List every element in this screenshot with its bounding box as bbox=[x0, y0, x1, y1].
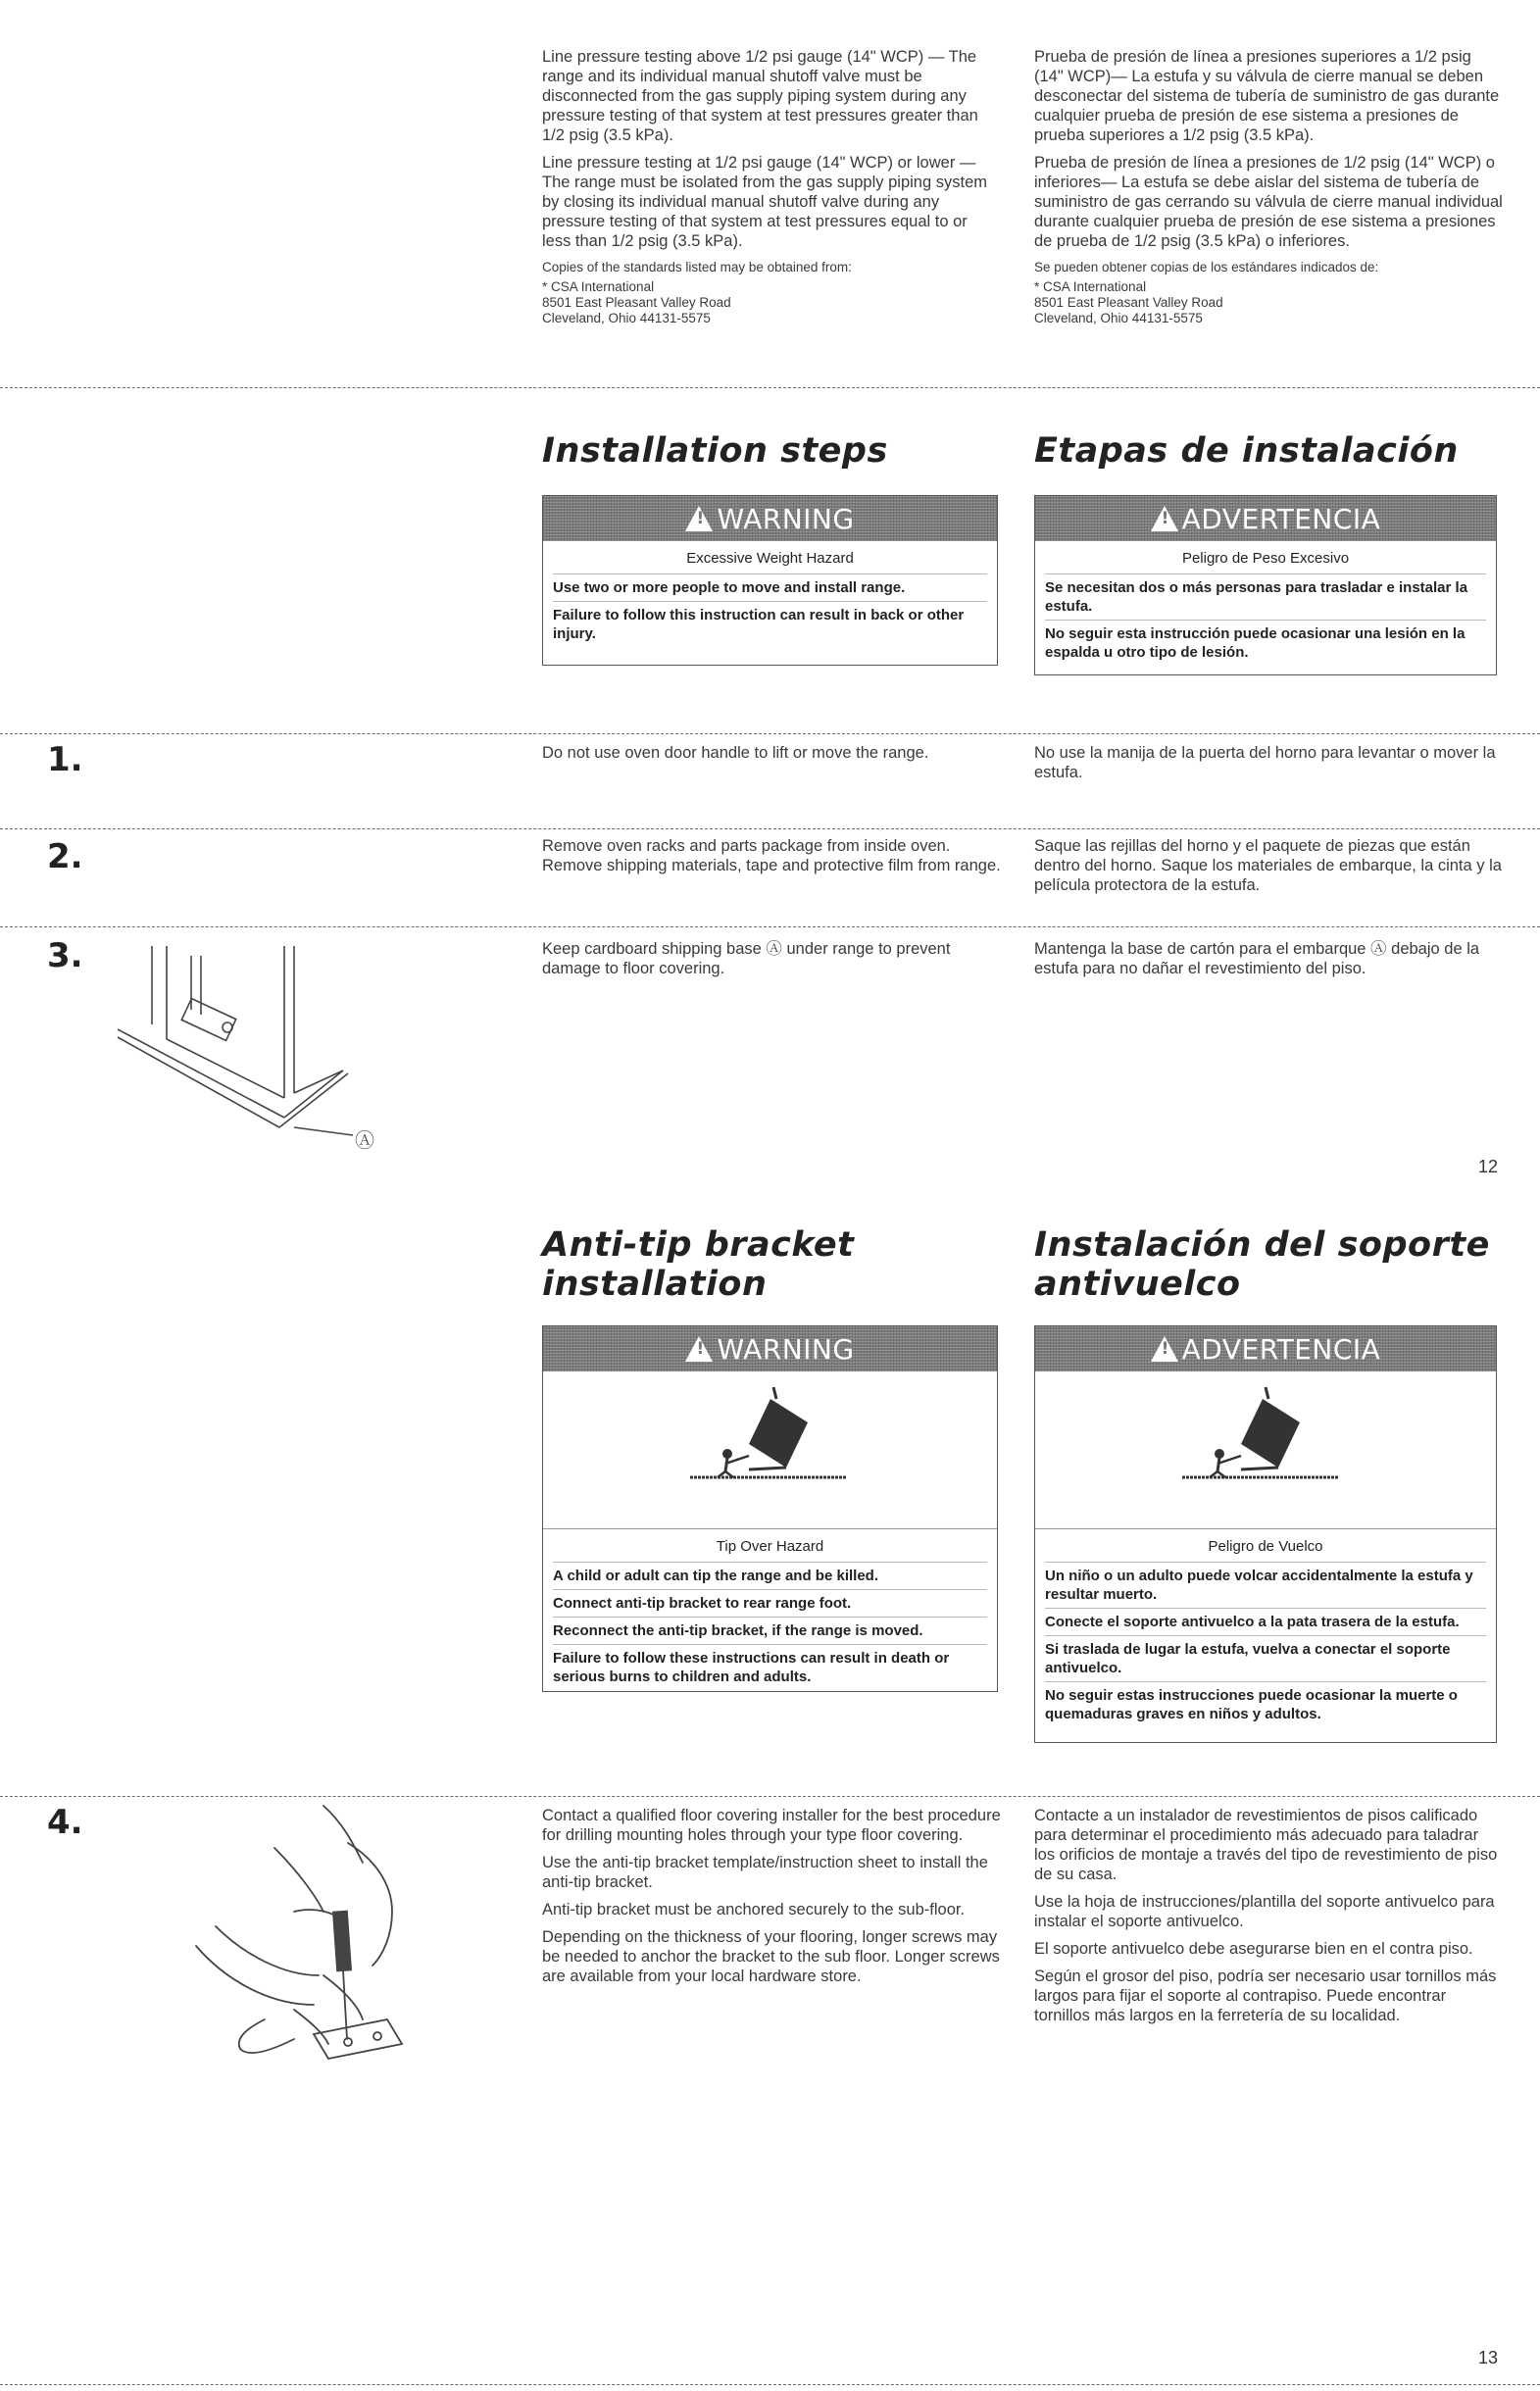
warning-line: No seguir esta instrucción puede ocasionar una lesión en la espalda u otro tipo de lesión. bbox=[1045, 620, 1486, 666]
warning-caption: Peligro de Peso Excesivo bbox=[1181, 550, 1350, 567]
bottom-rule bbox=[0, 2384, 1540, 2385]
warning-line: Connect anti-tip bracket to rear range foot. bbox=[553, 1589, 987, 1617]
step-1-es: No use la manija de la puerta del horno para levantar o mover la estufa. bbox=[1034, 744, 1496, 781]
warning-title: WARNING bbox=[717, 502, 855, 535]
warning-triangle-icon: ! bbox=[1151, 506, 1178, 531]
top-en-p2: Line pressure testing at 1/2 psi gauge (14" WCP) or lower — The range must be isolated from the gas supply piping system by closing its individual manual shutoff valve during any pressure testing of that system at test pressures equal to or less than 1/2 psig (3.5 kPa). bbox=[542, 154, 987, 250]
warning-triangle-icon: ! bbox=[685, 1336, 713, 1362]
warning-line: Se necesitan dos o más personas para trasladar e instalar la estufa. bbox=[1045, 573, 1486, 620]
etapas-instalacion-heading: Etapas de instalación bbox=[1034, 431, 1459, 471]
step-number: 1. bbox=[47, 740, 83, 779]
warning-line: Failure to follow these instructions can result in death or serious burns to children and adults. bbox=[553, 1644, 987, 1690]
top-en-address: * CSA International 8501 East Pleasant Valley Road Cleveland, Ohio 44131-5575 bbox=[542, 279, 731, 325]
top-es-p1: Prueba de presión de línea a presiones superiores a 1/2 psig (14" WCP)— La estufa y su válvula de cierre manual se deben desconectar del sistema de tubería de suministro de gas durante cualquier prueba de presión de ese sistema a presiones de prueba superiores a 1/2 psig (3.5 kPa). bbox=[1034, 48, 1500, 144]
top-es-address: * CSA International 8501 East Pleasant Valley Road Cleveland, Ohio 44131-5575 bbox=[1034, 279, 1223, 325]
warning-line: Use two or more people to move and install range. bbox=[553, 573, 987, 601]
warning-line: A child or adult can tip the range and be killed. bbox=[553, 1562, 987, 1589]
installation-steps-heading: Installation steps bbox=[542, 431, 888, 471]
anti-tip-heading-line: installation bbox=[542, 1265, 768, 1304]
step-2-en: Remove oven racks and parts package from inside oven. Remove shipping materials, tape and protective film from range. bbox=[542, 837, 1001, 874]
warning-line: No seguir estas instrucciones puede ocasionar la muerte o quemaduras graves en niños y adultos. bbox=[1045, 1681, 1486, 1727]
step-3-en: Keep cardboard shipping base Ⓐ under range to prevent damage to floor covering. bbox=[542, 940, 951, 977]
warning-line: Si traslada de lugar la estufa, vuelva a conectar el soporte antivuelco. bbox=[1045, 1635, 1486, 1681]
warning-caption: Peligro de Vuelco bbox=[1208, 1538, 1323, 1555]
warning-title: WARNING bbox=[717, 1332, 855, 1366]
anti-tip-heading-line: Anti-tip bracket bbox=[542, 1225, 855, 1265]
step-4-en-p: Anti-tip bracket must be anchored securely to the sub-floor. bbox=[542, 1901, 966, 1918]
step-3-es: Mantenga la base de cartón para el embarque Ⓐ debajo de la estufa para no dañar el revestimiento del piso. bbox=[1034, 940, 1480, 977]
callout-a: Ⓐ bbox=[355, 1130, 374, 1152]
step-4-es-p: Contacte a un instalador de revestimientos de pisos calificado para determinar el procedimiento más adecuado para taladrar los orificios de montaje a través del tipo de revestimiento de piso de su casa. bbox=[1034, 1807, 1498, 1883]
warning-triangle-icon: ! bbox=[1151, 1336, 1178, 1362]
warning-line: Failure to follow this instruction can result in back or other injury. bbox=[553, 601, 987, 647]
page-number-12: 12 bbox=[1478, 1157, 1499, 1176]
step-2-es: Saque las rejillas del horno y el paquete de piezas que están dentro del horno. Saque los materiales de embarque, la cinta y la película protectora de la estufa. bbox=[1034, 837, 1502, 894]
step-4-en-p: Use the anti-tip bracket template/instruction sheet to install the anti-tip bracket. bbox=[542, 1854, 988, 1891]
step-number: 3. bbox=[47, 936, 83, 975]
antivuelco-heading-line: Instalación del soporte bbox=[1034, 1225, 1490, 1265]
step-number: 4. bbox=[47, 1803, 83, 1842]
step-4-es-p: El soporte antivuelco debe asegurarse bien en el contra piso. bbox=[1034, 1940, 1473, 1958]
top-es-p2: Prueba de presión de línea a presiones de 1/2 psig (14" WCP) o inferiores— La estufa se debe aislar del sistema de tubería de suministro de gas cerrando su válvula de cierre manual individual durante cualquier prueba de presión de ese sistema a presiones de prueba de 1/2 psig (3.5 kPa) o inferiores. bbox=[1034, 154, 1503, 250]
step-number: 2. bbox=[47, 837, 83, 876]
warning-line: Conecte el soporte antivuelco a la pata trasera de la estufa. bbox=[1045, 1608, 1486, 1635]
warning-title: ADVERTENCIA bbox=[1181, 1332, 1381, 1366]
step-4-es-p: Según el grosor del piso, podría ser necesario usar tornillos más largos para fijar el soporte al contrapiso. Puede encontrar tornillos más largos en la ferretería de su localidad. bbox=[1034, 1968, 1497, 2024]
step-1-en: Do not use oven door handle to lift or move the range. bbox=[542, 744, 929, 762]
warning-triangle-icon: ! bbox=[685, 506, 713, 531]
warning-caption: Excessive Weight Hazard bbox=[686, 550, 854, 567]
top-es-copies: Se pueden obtener copias de los estándares indicados de: bbox=[1034, 260, 1379, 274]
warning-line: Un niño o un adulto puede volcar accidentalmente la estufa y resultar muerto. bbox=[1045, 1562, 1486, 1608]
step-4-en-p: Contact a qualified floor covering installer for the best procedure for drilling mounting holes through your type floor covering. bbox=[542, 1807, 1001, 1844]
top-en-copies: Copies of the standards listed may be obtained from: bbox=[542, 260, 852, 274]
warning-title: ADVERTENCIA bbox=[1181, 502, 1381, 535]
step-4-es-p: Use la hoja de instrucciones/plantilla del soporte antivuelco para instalar el soporte antivuelco. bbox=[1034, 1893, 1495, 1930]
warning-line: Reconnect the anti-tip bracket, if the range is moved. bbox=[553, 1617, 987, 1644]
page-number-13: 13 bbox=[1478, 2348, 1499, 2367]
antivuelco-heading-line: antivuelco bbox=[1034, 1265, 1241, 1304]
step-4-en-p: Depending on the thickness of your flooring, longer screws may be needed to anchor the bracket to the sub floor. Longer screws are available from your local hardware store. bbox=[542, 1928, 1000, 1985]
top-en-p1: Line pressure testing above 1/2 psi gauge (14" WCP) — The range and its individual manual shutoff valve must be disconnected from the gas supply piping system during any pressure testing of that system at test pressures greater than 1/2 psig (3.5 kPa). bbox=[542, 48, 978, 144]
warning-caption: Tip Over Hazard bbox=[716, 1538, 824, 1555]
